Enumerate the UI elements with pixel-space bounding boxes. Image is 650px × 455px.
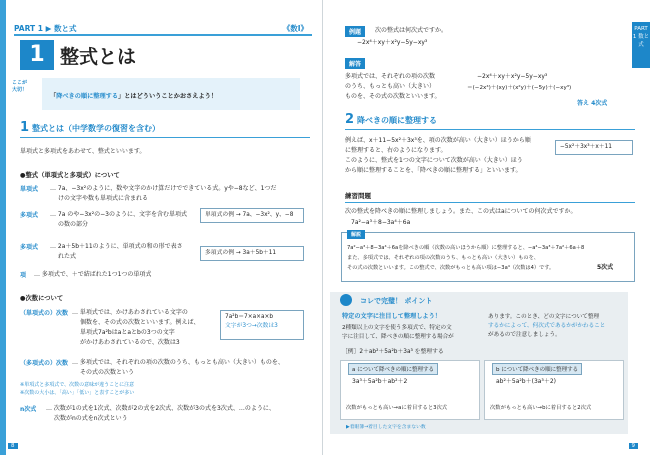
answer-text-1: 多項式では、それぞれの項の次数: [345, 73, 436, 80]
point-subhead: 特定の文字に注目して整理しよう！: [342, 313, 441, 320]
section-2-heading: 2 降べきの順に整理する: [345, 112, 438, 127]
check-icon: [340, 294, 352, 306]
deg-poly-text-2: その式の次数という: [80, 369, 135, 376]
left-example-formula: 3a³＋5a²b＋ab²＋2: [352, 378, 408, 385]
deg-mono-text-3: 単項式7a²bはaとaとbの3つの文字: [80, 329, 175, 336]
note-2: ※次数の大小は、「高い」「低い」と表すことが多い: [20, 390, 135, 396]
practice-text: 次の整式を降べきの順に整理しましょう。また、この式はaについての何次式ですか。: [345, 208, 577, 215]
polynomial-example: 多項式の例 → 3a＋5b＋11: [200, 246, 304, 261]
deg-poly-text-1: … 多項式では、それぞれの項の次数のうち、もっとも高い（大きい）ものを、: [72, 359, 284, 366]
term-degree-monomial: （単項式の）次数: [20, 310, 69, 317]
section-rule: [20, 137, 310, 138]
coefficient-text-2: の数の部分: [58, 221, 89, 228]
right-example-formula: ab²＋5a²b＋(3a³＋2): [496, 378, 556, 385]
part-tab: PART 1 数と式: [632, 22, 650, 68]
left-page-edge: [0, 0, 6, 455]
degree-formula-note: 文字が3つ→次数は3: [225, 323, 278, 329]
monomial-text-1: … 7a、−3x²のように、数や文字のかけ算だけでできている式。yや−8など、1つだ: [50, 185, 277, 192]
note-1: ※単項式と多項式で、次数の意味が違うことに注意: [20, 382, 135, 388]
solution-text-3: その式の次数といいます。この整式で、次数がもっとも高い項は−3a⁴（次数は4）です。: [347, 265, 555, 271]
solution-text-1: 7a²−a³＋8−3a⁴＋6aを降べきの順（次数の高いほうから順）に整理すると、−a⁴−3a³＋7a²＋6a＋8: [347, 245, 585, 251]
deg-mono-text-2: 個数を、その式の次数といいます。例えば、: [80, 319, 200, 326]
deg-mono-text-4: がかけあわされているので、次数は3: [80, 339, 180, 346]
point-text-1: 2種類以上の文字を使う多項式で、特定の文: [342, 325, 452, 331]
right-example-head: b について降べきの順に整理する: [492, 363, 582, 375]
answer-text-2: のうち、もっとも高い（大きい）: [345, 83, 436, 90]
point-title: コレで完璧！ ポイント: [360, 297, 433, 305]
point-text-2: 字に注目して、降べきの順に整理する場合が: [342, 334, 454, 340]
term-degree-polynomial: （多項式の）次数: [20, 360, 69, 367]
practice-rule: [345, 202, 635, 203]
point-text-5: があるので注意しましょう。: [488, 332, 561, 338]
deg-mono-text-1: … 単項式では、かけあわされている文字の: [72, 309, 188, 316]
chapter-title: 整式とは: [60, 46, 137, 68]
answer-text-3: ものを、その式の次数といいます。: [345, 93, 441, 100]
coefficient-text-1: … 7a のや−3x²の−3のように、文字を含む単項式: [50, 211, 187, 218]
page-number-left: 8: [8, 443, 18, 449]
degree-formula: 7a²b＝7×a×a×b: [225, 314, 274, 320]
n-ji-text-1: … 次数が1の式を1次式、次数が2の式を2次式、次数が3の式を3次式、…のように、: [46, 405, 275, 412]
left-page: [0, 0, 323, 455]
important-note: ここが 大切！: [12, 80, 28, 93]
point-text-3: あります。このとき、どの文字について整理: [488, 314, 600, 320]
section-2-rule: [345, 129, 635, 130]
sec2-text-3: このように、整式を1つの文字について次数が高い（大きい）ほう: [345, 157, 523, 164]
sec2-text-2: に整理すると、右のようになります。: [345, 147, 447, 154]
solution-result: 5次式: [597, 264, 614, 271]
term-coefficient: 多項式: [20, 212, 39, 219]
sec2-text-4: から順に整理することを、「降べきの順に整理する」といいます。: [345, 167, 522, 174]
monomial-text-2: けの文字や数も単項式に含まれる: [58, 195, 149, 202]
polynomial-text-1: … 2a＋5b＋11のように、単項式の和の形で表さ: [50, 243, 183, 250]
point-footnote: ▶着眼簿→着目した文字を含まない数: [346, 425, 426, 430]
solution-text-2: また、多項式では、それぞれの項の次数のうち、もっとも高い（大きい）ものを、: [347, 255, 539, 261]
part-heading: PART 1 ▶ 数と式: [14, 24, 77, 33]
sec2-formula: −5x²＋3x³＋x＋11: [555, 140, 633, 155]
term-monomial: 単項式: [20, 186, 39, 193]
page-number-right: 9: [629, 443, 639, 449]
n-ji-text-2: 次数がnの式をn次式という: [54, 415, 128, 422]
example-tag: 例題: [345, 26, 365, 37]
term-polynomial: 多項式: [20, 244, 39, 251]
practice-tag: 練習問題: [345, 192, 371, 200]
point-example: ［例］2＋ab²＋5a²b＋3a³ を整理する: [342, 349, 444, 355]
left-example-head: a について降べきの順に整理する: [348, 363, 438, 375]
header-rule: [14, 34, 312, 36]
term-kou: 項: [20, 272, 27, 279]
practice-formula: 7a²−a³＋8−3a⁴＋6a: [351, 219, 411, 226]
answer-result: 答え 4次式: [577, 100, 608, 107]
degree-example: [220, 310, 304, 340]
sec2-text-1: 例えば、x＋11−5x²＋3x³を、項の次数が高い（大きい）ほうから順: [345, 137, 531, 144]
subject-label: 《数Ⅰ》: [282, 24, 308, 33]
answer-formula-1: −2x⁴＋xy＋x²y−5y−xy³: [477, 73, 548, 80]
goal-text: 「降べきの順に整理する」とはどういうことかおさえよう！: [50, 93, 218, 100]
intro-text: 単項式と多項式をあわせて、整式といいます。: [20, 148, 146, 155]
answer-formula-2: ＝(−2x⁴)＋(xy)＋(x²y)＋(−5y)＋(−xy³): [467, 85, 572, 91]
left-example-result: 次数がもっとも高い→aに着目すると3次式: [346, 405, 448, 411]
term-n-ji: n次式: [20, 406, 37, 413]
bullet-polynomials: ●整式（単項式と多項式）について: [20, 172, 120, 179]
solution-tag: 解説: [347, 230, 365, 239]
bullet-degree: ●次数について: [20, 295, 64, 302]
answer-tag: 解答: [345, 58, 365, 69]
example-formula: −2x⁴＋xy＋x²y−5y−xy³: [357, 39, 428, 46]
polynomial-text-2: れた式: [58, 253, 77, 260]
example-text: 次の整式は何次式ですか。: [375, 27, 448, 34]
chapter-number: 1: [20, 40, 54, 70]
point-text-4: するかによって、何次式であるかがかわること: [488, 323, 606, 329]
section-1-heading: 1 整式とは（中学数学の復習を含む）: [20, 120, 161, 135]
monomial-example: 単項式の例 → 7a、−3x²、y、−8: [200, 208, 304, 223]
right-example-result: 次数がもっとも高い→bに着目すると2次式: [490, 405, 592, 411]
kou-text: … 多項式で、＋で結ばれた1つ1つの単項式: [34, 271, 152, 278]
